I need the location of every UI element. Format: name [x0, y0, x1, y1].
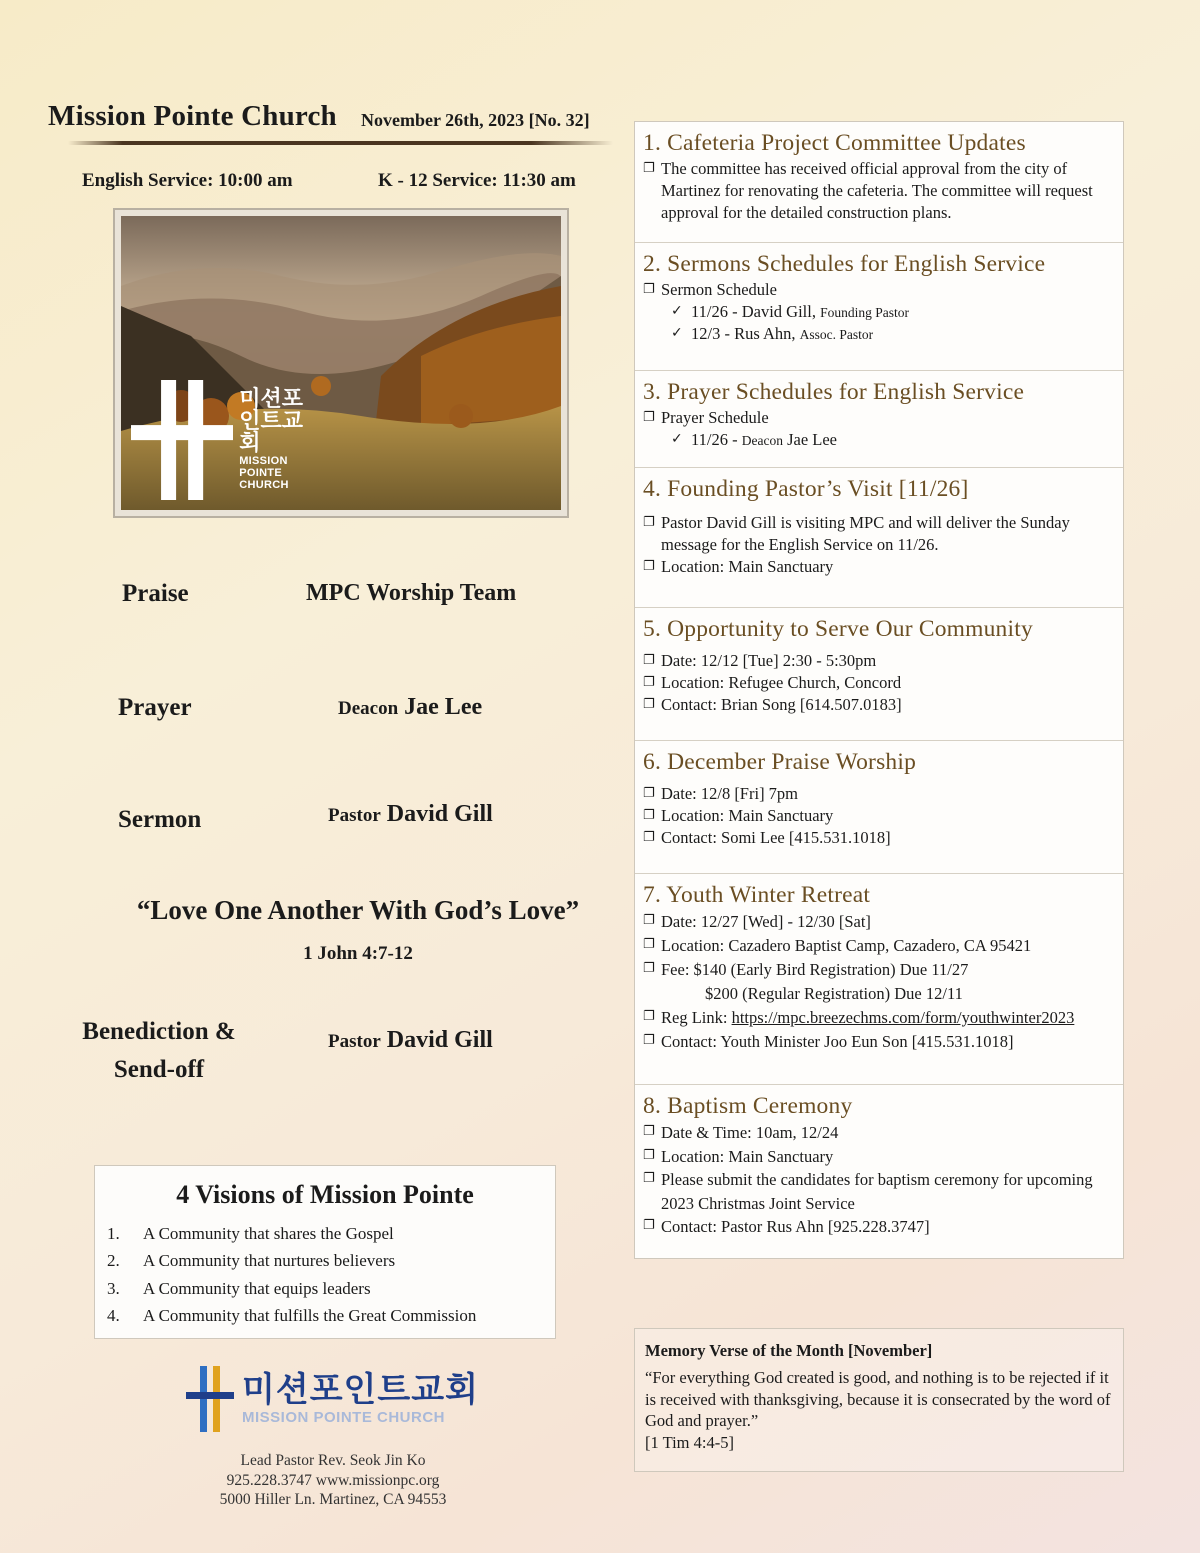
checkbox-bullet-icon: ❐ — [643, 786, 655, 801]
announcement-item: ❐ Contact: Youth Minister Joo Eun Son [415.531.1018] — [643, 1030, 1115, 1054]
announcement-item: ❐ Please submit the candidates for baptism ceremony for upcoming 2023 Christmas Joint Service — [643, 1168, 1115, 1215]
sermon-leader-name: David Gill — [386, 801, 493, 827]
vision-number: 4. — [107, 1306, 120, 1326]
announcement-item: ❐ The committee has received official approval from the city of Martinez for renovating the cafeteria. The committee will request approval for the detailed construction plans. — [643, 159, 1093, 222]
benediction-leader — [328, 1027, 493, 1054]
photo-logo-english: MISSION POINTE CHURCH — [239, 454, 289, 491]
contact-info — [190, 1451, 476, 1510]
registration-link[interactable]: https://mpc.breezechms.com/form/youthwinter2023 — [731, 1008, 1075, 1027]
checkbox-bullet-icon: ❐ — [643, 282, 655, 297]
announcement-item: ❐ Location: Cazadero Baptist Camp, Cazadero, CA 95421 — [643, 934, 1115, 958]
announcement-item: ❐ Fee: $140 (Early Bird Registration) Due 11/27 — [643, 958, 1115, 982]
sermon-leader-title: Pastor — [328, 805, 381, 826]
checkbox-bullet-icon: ❐ — [643, 830, 655, 845]
announcement-title: 7. Youth Winter Retreat — [643, 882, 871, 908]
memory-verse-reference: [1 Tim 4:4-5] — [645, 1432, 734, 1452]
schedule-entry: ✓ 12/3 - Rus Ahn, Assoc. Pastor — [671, 324, 874, 343]
benediction-label-line1: Benediction & — [82, 1018, 236, 1045]
announcement-title: 8. Baptism Ceremony — [643, 1093, 853, 1119]
memory-verse-text: “For everything God created is good, and nothing is to be rejected if it is received with thanksgiving, because it is consecrated by the word of God and prayer.” — [645, 1368, 1111, 1430]
vision-item — [107, 1220, 543, 1248]
prayer-leader-title: Deacon — [338, 698, 399, 719]
announcement-4 — [635, 468, 1123, 608]
schedule-entry: ✓ 11/26 - Deacon Jae Lee — [671, 430, 837, 449]
header-divider — [68, 141, 613, 145]
announcement-item: ❐ Contact: Pastor Rus Ahn [925.228.3747] — [643, 1215, 1115, 1239]
schedule-entry: ✓ 11/26 - David Gill, Founding Pastor — [671, 302, 909, 321]
english-service-time: English Service: 10:00 am — [82, 170, 293, 191]
sermon-leader — [328, 801, 493, 828]
announcement-item: ❐ Prayer Schedule — [643, 408, 769, 427]
checkbox-bullet-icon: ❐ — [643, 1009, 655, 1024]
checkbox-bullet-icon: ❐ — [643, 937, 655, 952]
announcement-item: ❐ Sermon Schedule — [643, 280, 777, 299]
check-icon: ✓ — [671, 303, 683, 319]
scripture-reference: 1 John 4:7-12 — [303, 943, 413, 964]
announcement-3 — [635, 371, 1123, 468]
checkbox-bullet-icon: ❐ — [643, 913, 655, 928]
benediction-label — [70, 1013, 248, 1089]
visions-list — [107, 1220, 543, 1330]
k12-service-time: K - 12 Service: 11:30 am — [378, 170, 576, 191]
praise-label: Praise — [122, 580, 189, 607]
sermon-topic: “Love One Another With God’s Love” — [136, 895, 580, 925]
announcement-item: ❐ Reg Link: https://mpc.breezechms.com/form/youthwinter2023 — [643, 1006, 1115, 1030]
phone-website: 925.228.3747 www.missionpc.org — [226, 1471, 440, 1489]
announcement-8 — [635, 1085, 1123, 1260]
announcement-item: ❐ Date: 12/8 [Fri] 7pm — [643, 784, 799, 803]
vision-text: A Community that nurtures believers — [143, 1251, 396, 1271]
vision-item — [107, 1275, 543, 1303]
checkbox-bullet-icon: ❐ — [643, 961, 655, 976]
church-cross-logo-icon — [186, 1366, 234, 1432]
checkbox-bullet-icon: ❐ — [643, 161, 655, 176]
church-logo — [186, 1366, 479, 1432]
announcement-subline: $200 (Regular Registration) Due 12/11 — [705, 984, 963, 1003]
issue-date: November 26th, 2023 [No. 32] — [361, 110, 590, 130]
prayer-leader — [338, 694, 482, 721]
vision-number: 3. — [107, 1278, 120, 1298]
memory-verse-box — [634, 1328, 1124, 1472]
announcement-item: ❐ Location: Main Sanctuary — [643, 1145, 1115, 1169]
vision-number: 2. — [107, 1251, 120, 1271]
announcement-item: ❐ Location: Refugee Church, Concord — [643, 673, 902, 692]
logo-english-text: MISSION POINTE CHURCH — [242, 1408, 446, 1426]
announcement-item: ❐ Date & Time: 10am, 12/24 — [643, 1121, 1115, 1145]
photo-logo-korean: 미션포인트교회 — [239, 386, 303, 456]
announcement-2 — [635, 243, 1123, 371]
checkbox-bullet-icon: ❐ — [643, 1218, 655, 1233]
lead-pastor: Lead Pastor Rev. Seok Jin Ko — [240, 1452, 426, 1469]
benediction-leader-title: Pastor — [328, 1031, 381, 1052]
announcement-title: 3. Prayer Schedules for English Service — [643, 379, 1025, 405]
prayer-label: Prayer — [118, 694, 192, 721]
checkbox-bullet-icon: ❐ — [643, 1033, 655, 1048]
benediction-label-line2: Send-off — [113, 1056, 205, 1083]
announcement-title: 2. Sermons Schedules for English Service — [643, 251, 1046, 277]
church-cross-icon — [131, 380, 233, 500]
vision-text: A Community that fulfills the Great Commission — [143, 1306, 477, 1326]
announcement-item: ❐ Location: Main Sanctuary — [643, 557, 834, 576]
benediction-leader-name: David Gill — [386, 1027, 493, 1053]
vision-item — [107, 1303, 543, 1331]
announcement-6 — [635, 741, 1123, 874]
address: 5000 Hiller Ln. Martinez, CA 94553 — [219, 1491, 447, 1508]
vision-text: A Community that equips leaders — [143, 1278, 371, 1298]
announcement-item: ❐ Pastor David Gill is visiting MPC and will deliver the Sunday message for the English Service on 11/26. — [643, 513, 1070, 554]
logo-korean-text: 미션포인트교회 — [242, 1369, 479, 1410]
announcement-title: 6. December Praise Worship — [643, 749, 917, 775]
checkbox-bullet-icon: ❐ — [643, 697, 655, 712]
announcement-item: ❐ Date: 12/12 [Tue] 2:30 - 5:30pm — [643, 651, 877, 670]
sermon-label: Sermon — [118, 806, 202, 833]
announcement-item: ❐ Contact: Brian Song [614.507.0183] — [643, 695, 902, 714]
checkbox-bullet-icon: ❐ — [643, 559, 655, 574]
visions-box — [94, 1165, 556, 1339]
announcement-item: ❐ Contact: Somi Lee [415.531.1018] — [643, 828, 891, 847]
checkbox-bullet-icon: ❐ — [643, 808, 655, 823]
announcement-7 — [635, 874, 1123, 1085]
praise-leader: MPC Worship Team — [306, 580, 517, 606]
checkbox-bullet-icon: ❐ — [643, 1171, 655, 1186]
checkbox-bullet-icon: ❐ — [643, 1147, 655, 1163]
check-icon: ✓ — [671, 325, 683, 341]
visions-title: 4 Visions of Mission Pointe — [176, 1180, 474, 1209]
announcement-5 — [635, 608, 1123, 741]
memory-verse-title: Memory Verse of the Month [November] — [645, 1341, 933, 1360]
announcement-title: 5. Opportunity to Serve Our Community — [643, 616, 1033, 642]
checkbox-bullet-icon: ❐ — [643, 515, 655, 530]
landscape-photo — [113, 208, 569, 518]
prayer-leader-name: Jae Lee — [404, 694, 483, 720]
announcement-1 — [635, 122, 1123, 243]
checkbox-bullet-icon: ❐ — [643, 675, 655, 690]
photo-church-logo — [131, 380, 320, 500]
announcement-title: 4. Founding Pastor’s Visit [11/26] — [643, 476, 969, 502]
church-title: Mission Pointe Church — [48, 100, 337, 132]
checkbox-bullet-icon: ❐ — [643, 1124, 655, 1139]
checkbox-bullet-icon: ❐ — [643, 410, 655, 425]
announcement-item: ❐ Date: 12/27 [Wed] - 12/30 [Sat] — [643, 910, 1115, 934]
announcement-item: ❐ Location: Main Sanctuary — [643, 806, 834, 825]
checkbox-bullet-icon: ❐ — [643, 653, 655, 668]
announcement-title: 1. Cafeteria Project Committee Updates — [643, 130, 1026, 156]
vision-item — [107, 1248, 543, 1276]
announcements-column — [634, 121, 1124, 1259]
vision-text: A Community that shares the Gospel — [143, 1223, 394, 1243]
check-icon: ✓ — [671, 431, 683, 447]
vision-number: 1. — [107, 1223, 120, 1243]
